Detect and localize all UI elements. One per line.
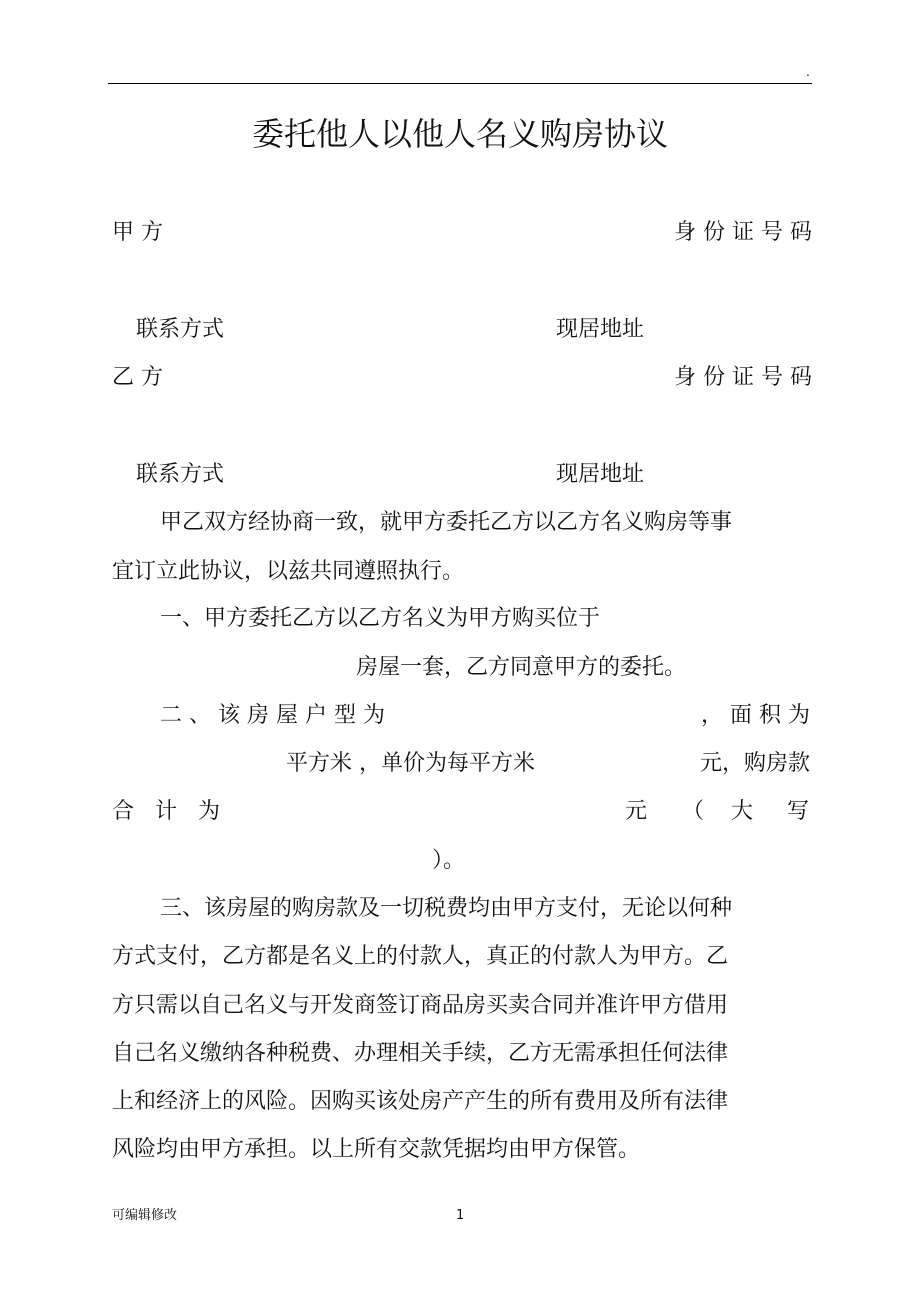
party-b-address-label: 现居地址 bbox=[556, 462, 645, 487]
clause-1-line-2: 房屋一套，乙方同意甲方的委托。 bbox=[356, 655, 687, 680]
document-title: 委托他人以他人名义购房协议 bbox=[251, 115, 668, 153]
clause-3-line-3: 方只需以自己名义与开发商签订商品房买卖合同并准许甲方借用 bbox=[112, 993, 729, 1018]
clause-2-part-3: 平方米 ，单价为每平方米 bbox=[286, 751, 535, 776]
clause-1-line-1: 一、甲方委托乙方以乙方名义为甲方购买位于 bbox=[160, 606, 601, 631]
header-dot: . bbox=[806, 65, 810, 79]
party-a-address-label: 现居地址 bbox=[556, 317, 645, 342]
page-number: 1 bbox=[456, 1208, 465, 1223]
party-b-id-label: 身 份 证 号 码 bbox=[674, 365, 812, 390]
party-b-contact-label: 联系方式 bbox=[136, 462, 225, 487]
preamble-line-2: 宜订立此协议，以兹共同遵照执行。 bbox=[112, 559, 465, 584]
clause-2-part-2: ， 面 积 为 bbox=[701, 703, 810, 728]
party-a-contact-label: 联系方式 bbox=[136, 317, 225, 342]
clause-2-part-10: ）。 bbox=[432, 848, 466, 873]
clause-2-part-7: （ bbox=[682, 799, 705, 824]
clause-2-part-1: 二 、 该 房 屋 户 型 为 bbox=[160, 703, 385, 728]
clause-2-part-6: 元 bbox=[625, 799, 648, 824]
clause-2-part-8: 大 bbox=[731, 799, 754, 824]
preamble-line-1: 甲乙双方经协商一致，就甲方委托乙方以乙方名义购房等事 bbox=[160, 510, 733, 535]
clause-3-line-5: 上和经济上的风险。因购买该处房产产生的所有费用及所有法律 bbox=[112, 1089, 729, 1114]
clause-3-line-2: 方式支付，乙方都是名义上的付款人，真正的付款人为甲方。乙 bbox=[112, 944, 729, 969]
footer-editable-note: 可编辑修改 bbox=[112, 1208, 178, 1223]
party-a-id-label: 身 份 证 号 码 bbox=[674, 220, 812, 245]
clause-2-part-9: 写 bbox=[787, 799, 810, 824]
clause-3-line-1: 三、该房屋的购房款及一切税费均由甲方支付，无论以何种 bbox=[160, 896, 733, 921]
clause-2-part-4: 元，购房款 bbox=[699, 751, 810, 776]
header-rule bbox=[108, 83, 812, 84]
clause-3-line-4: 自己名义缴纳各种税费、办理相关手续，乙方无需承担任何法律 bbox=[112, 1041, 729, 1066]
clause-3-line-6: 风险均由甲方承担。以上所有交款凭据均由甲方保管。 bbox=[112, 1137, 641, 1162]
party-a-label: 甲 方 bbox=[112, 220, 163, 245]
clause-2-part-5: 合 计 为 bbox=[112, 799, 220, 824]
party-b-label: 乙 方 bbox=[112, 365, 163, 390]
